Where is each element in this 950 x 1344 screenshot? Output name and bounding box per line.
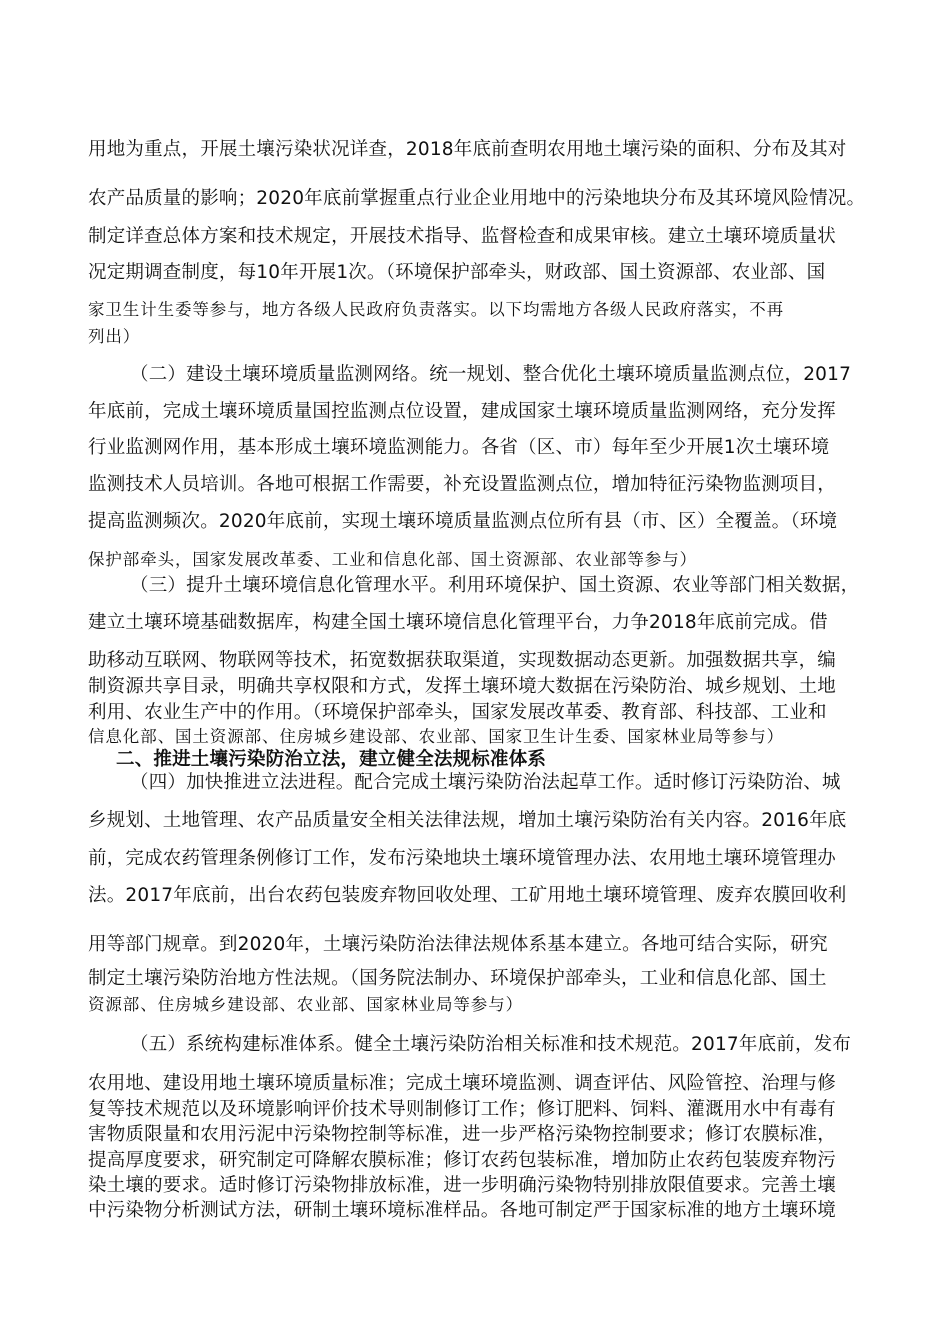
text-line: 家卫生计生委等参与，地方各级人民政府负责落实。以下均需地方各级人民政府落实，不再 — [88, 300, 784, 319]
text-line: 制定土壤污染防治地方性法规。（国务院法制办、环境保护部牵头，工业和信息化部、国土 — [88, 968, 827, 989]
text-line: 复等技术规范以及环境影响评价技术导则制修订工作；修订肥料、饲料、灌溉用水中有毒有 — [88, 1099, 837, 1120]
section-heading-4: （四）加快推进立法进程。配合完成土壤污染防治法起草工作。适时修订污染防治、城 — [130, 772, 841, 793]
section-heading-2: （二）建设土壤环境质量监测网络。统一规划、整合优化土壤环境质量监测点位，2017 — [130, 364, 852, 385]
text-line: 制资源共享目录，明确共享权限和方式，发挥土壤环境大数据在污染防治、城乡规划、土地 — [88, 676, 837, 697]
text-line: 前，完成农药管理条例修订工作，发布污染地块土壤环境管理办法、农用地土壤环境管理办 — [88, 848, 837, 869]
text-line: 用等部门规章。到2020年，土壤污染防治法律法规体系基本建立。各地可结合实际，研究 — [88, 934, 828, 955]
section-heading-5: （五）系统构建标准体系。健全土壤污染防治相关标准和技术规范。2017年底前，发布 — [130, 1034, 852, 1055]
text-line: 利用、农业生产中的作用。（环境保护部牵头，国家发展改革委、教育部、科技部、工业和 — [88, 702, 827, 723]
text-line: 制定详查总体方案和技术规定，开展技术指导、监督检查和成果审核。建立土壤环境质量状 — [88, 226, 837, 247]
text-line: 提高厚度要求，研究制定可降解农膜标准；修订农药包装标准，增加防止农药包装废弃物污 — [88, 1150, 837, 1171]
text-line: 中污染物分析测试方法，研制土壤环境标准样品。各地可制定严于国家标准的地方土壤环境 — [88, 1200, 837, 1221]
text-line: 监测技术人员培训。各地可根据工作需要，补充设置监测点位，增加特征污染物监测项目， — [88, 474, 837, 495]
text-line: 保护部牵头，国家发展改革委、工业和信息化部、国土资源部、农业部等参与） — [88, 550, 697, 569]
section-heading-3: （三）提升土壤环境信息化管理水平。利用环境保护、国土资源、农业等部门相关数据， — [130, 575, 860, 596]
text-line: 资源部、住房城乡建设部、农业部、国家林业局等参与） — [88, 995, 523, 1014]
text-line: 用地为重点，开展土壤污染状况详查，2018年底前查明农用地土壤污染的面积、分布及其对 — [88, 139, 847, 160]
text-line: 况定期调查制度，每10年开展1次。（环境保护部牵头，财政部、国土资源部、农业部、国 — [88, 262, 826, 283]
text-line: 信息化部、国土资源部、住房城乡建设部、农业部、国家卫生计生委、国家林业局等参与） — [88, 727, 784, 746]
text-line: 建立土壤环境基础数据库，构建全国土壤环境信息化管理平台，力争2018年底前完成。借 — [88, 612, 828, 633]
text-line: 列出） — [88, 327, 141, 346]
text-line: 助移动互联网、物联网等技术，拓宽数据获取渠道，实现数据动态更新。加强数据共享，编 — [88, 650, 837, 671]
text-line: 年底前，完成土壤环境质量国控监测点位设置，建成国家土壤环境质量监测网络，充分发挥 — [88, 401, 837, 422]
text-line: 害物质限量和农用污泥中污染物控制等标准，进一步严格污染物控制要求；修订农膜标准， — [88, 1124, 837, 1145]
text-line: 染土壤的要求。适时修订污染物排放标准，进一步明确污染物特别排放限值要求。完善土壤 — [88, 1175, 837, 1196]
text-line: 农产品质量的影响；2020年底前掌握重点行业企业用地中的污染地块分布及其环境风险情况。 — [88, 188, 866, 209]
text-line: 法。2017年底前，出台农药包装废弃物回收处理、工矿用地土壤环境管理、废弃农膜回收利 — [88, 885, 847, 906]
text-line: 行业监测网作用，基本形成土壤环境监测能力。各省（区、市）每年至少开展1次土壤环境 — [88, 437, 830, 458]
text-line: 提高监测频次。2020年底前，实现土壤环境质量监测点位所有县（市、区）全覆盖。（环境 — [88, 511, 838, 532]
text-line: 乡规划、土地管理、农产品质量安全相关法律法规，增加土壤污染防治有关内容。2016年底 — [88, 810, 847, 831]
text-line: 农用地、建设用地土壤环境质量标准；完成土壤环境监测、调查评估、风险管控、治理与修 — [88, 1073, 837, 1094]
chapter-heading: 二、推进土壤污染防治立法，建立健全法规标准体系 — [116, 749, 547, 770]
